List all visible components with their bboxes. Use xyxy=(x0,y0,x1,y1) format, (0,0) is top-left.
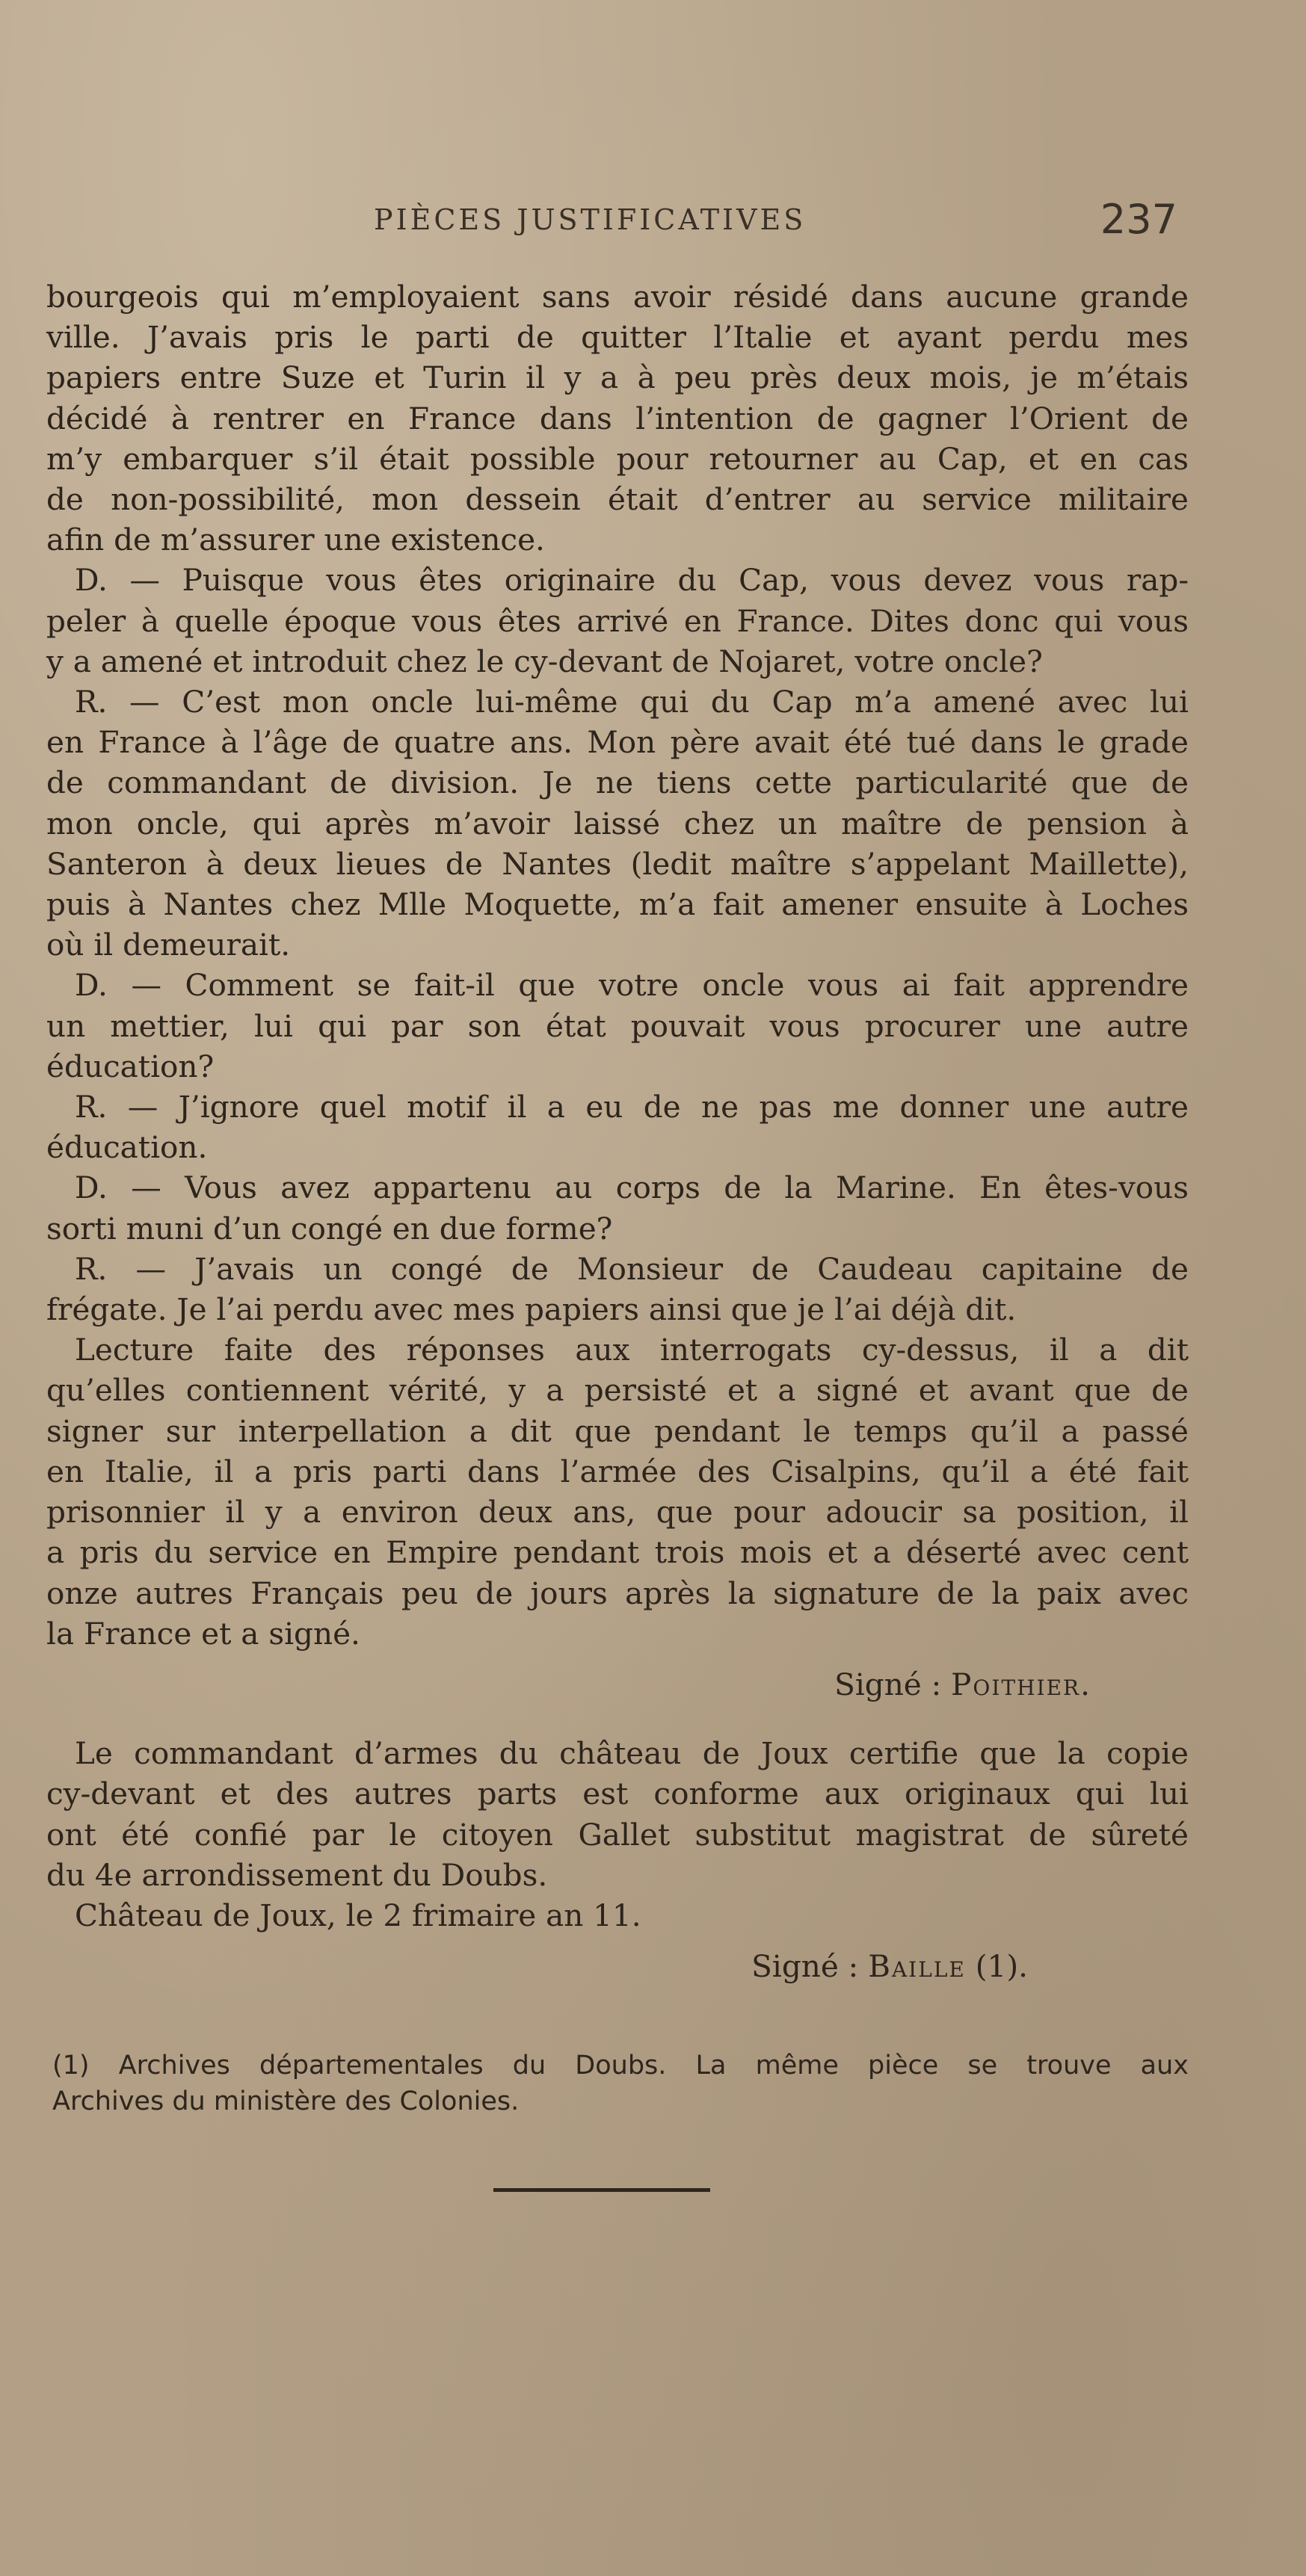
text-line: puis à Nantes chez Mlle Moquette, m’a fait amener ensuite à Loches xyxy=(46,886,1189,923)
text-line: un mettier, lui qui par son état pouvait vous procurer une autre xyxy=(46,1007,1189,1044)
footnote-line: Archives du ministère des Colonies. xyxy=(52,2087,520,2116)
text-line: Le commandant d’armes du château de Joux certifie que la copie xyxy=(75,1735,1189,1772)
text-line: ville. J’avais pris le parti de quitter l’Italie et ayant perdu mes xyxy=(46,319,1189,356)
text-line: frégate. Je l’ai perdu avec mes papiers ainsi que je l’ai déjà dit. xyxy=(46,1291,1017,1328)
signature-name: Poithier. xyxy=(951,1666,1091,1702)
footnote-line: (1) Archives départementales du Doubs. La même pièce se trouve aux xyxy=(52,2051,1189,2081)
paragraph-question-origin xyxy=(46,560,1189,682)
text-line: D. — Comment se fait-il que votre oncle vous ai fait apprendre xyxy=(75,967,1189,1004)
text-line: de non-possibilité, mon dessein était d’entrer au service militaire xyxy=(46,481,1189,518)
text-line: y a amené et introduit chez le cy-devant de Nojaret, votre oncle? xyxy=(46,643,1043,679)
text-line: qu’elles contiennent vérité, y a persisté et a signé et avant que de xyxy=(46,1372,1189,1409)
text-line: signer sur interpellation a dit que pendant le temps qu’il a passé xyxy=(46,1412,1189,1449)
text-line: de commandant de division. Je ne tiens cette particularité que de xyxy=(46,765,1189,801)
paragraph-certification xyxy=(46,1733,1189,1895)
text-line: bourgeois qui m’employaient sans avoir résidé dans aucune grande xyxy=(46,279,1189,315)
text-line: en Italie, il a pris parti dans l’armée des Cisalpins, qu’il a été fait xyxy=(46,1453,1189,1489)
paragraph-1 xyxy=(46,277,1189,560)
text-line: Château de Joux, le 2 frimaire an 11. xyxy=(75,1897,641,1933)
footnote xyxy=(52,2048,1189,2119)
page-number: 237 xyxy=(1100,196,1177,243)
paragraph-date-place xyxy=(46,1895,1189,1936)
text-line: éducation. xyxy=(46,1129,208,1166)
text-line: cy-devant et des autres parts est conforme aux originaux qui lui xyxy=(46,1776,1189,1812)
end-rule xyxy=(493,2188,710,2192)
text-line: Santeron à deux lieues de Nantes (ledit maître s’appelant Maillette), xyxy=(46,845,1189,882)
body-text xyxy=(46,277,1189,1986)
text-line: m’y embarquer s’il était possible pour retourner au Cap, et en cas xyxy=(46,440,1189,477)
text-line: en France à l’âge de quatre ans. Mon père avait été tué dans le grade xyxy=(46,724,1189,761)
text-line: R. — C’est mon oncle lui-même qui du Cap m’a amené avec lui xyxy=(75,684,1189,720)
footnote-reference: (1). xyxy=(975,1948,1028,1985)
text-line: décidé à rentrer en France dans l’intention de gagner l’Orient de xyxy=(46,400,1189,436)
paragraph-answer-navy xyxy=(46,1249,1189,1329)
text-line: R. — J’avais un congé de Monsieur de Caudeau capitaine de xyxy=(75,1250,1189,1287)
text-line: sorti muni d’un congé en due forme? xyxy=(46,1210,613,1247)
text-line: éducation? xyxy=(46,1048,215,1084)
signature-name: Baille xyxy=(868,1948,966,1985)
signature-poithier xyxy=(46,1664,1189,1705)
text-line: mon oncle, qui après m’avoir laissé chez un maître de pension à xyxy=(46,805,1189,841)
paragraph-answer-origin xyxy=(46,682,1189,965)
text-line: peler à quelle époque vous êtes arrivé en France. Dites donc qui vous xyxy=(46,602,1189,639)
signature-label: Signé : xyxy=(751,1948,859,1985)
text-line: afin de m’assurer une existence. xyxy=(46,522,545,558)
text-line: du 4e arrondissement du Doubs. xyxy=(46,1856,548,1893)
text-line: D. — Vous avez appartenu au corps de la Marine. En êtes-vous xyxy=(75,1170,1189,1206)
text-line: ont été confié par le citoyen Gallet substitut magistrat de sûreté xyxy=(46,1816,1189,1853)
paragraph-question-trade xyxy=(46,965,1189,1087)
paragraph-answer-trade xyxy=(46,1087,1189,1167)
paragraph-question-navy xyxy=(46,1167,1189,1248)
text-line: Lecture faite des réponses aux interrogats cy-dessus, il a dit xyxy=(75,1332,1189,1368)
text-line: papiers entre Suze et Turin il y a à peu près deux mois, je m’étais xyxy=(46,359,1189,396)
running-title: PIÈCES JUSTIFICATIVES xyxy=(374,203,807,236)
signature-baille xyxy=(46,1946,1189,1986)
text-line: R. — J’ignore quel motif il a eu de ne pas me donner une autre xyxy=(75,1089,1189,1125)
text-line: où il demeurait. xyxy=(46,927,291,963)
text-line: D. — Puisque vous êtes originaire du Cap, vous devez vous rap- xyxy=(75,562,1189,599)
paragraph-reading-record xyxy=(46,1329,1189,1654)
signature-label: Signé : xyxy=(834,1666,942,1702)
text-line: prisonnier il y a environ deux ans, que pour adoucir sa position, il xyxy=(46,1494,1189,1531)
text-line: a pris du service en Empire pendant trois mois et a déserté avec cent xyxy=(46,1534,1189,1571)
text-line: la France et a signé. xyxy=(46,1615,360,1652)
text-line: onze autres Français peu de jours après la signature de la paix avec xyxy=(46,1575,1189,1611)
